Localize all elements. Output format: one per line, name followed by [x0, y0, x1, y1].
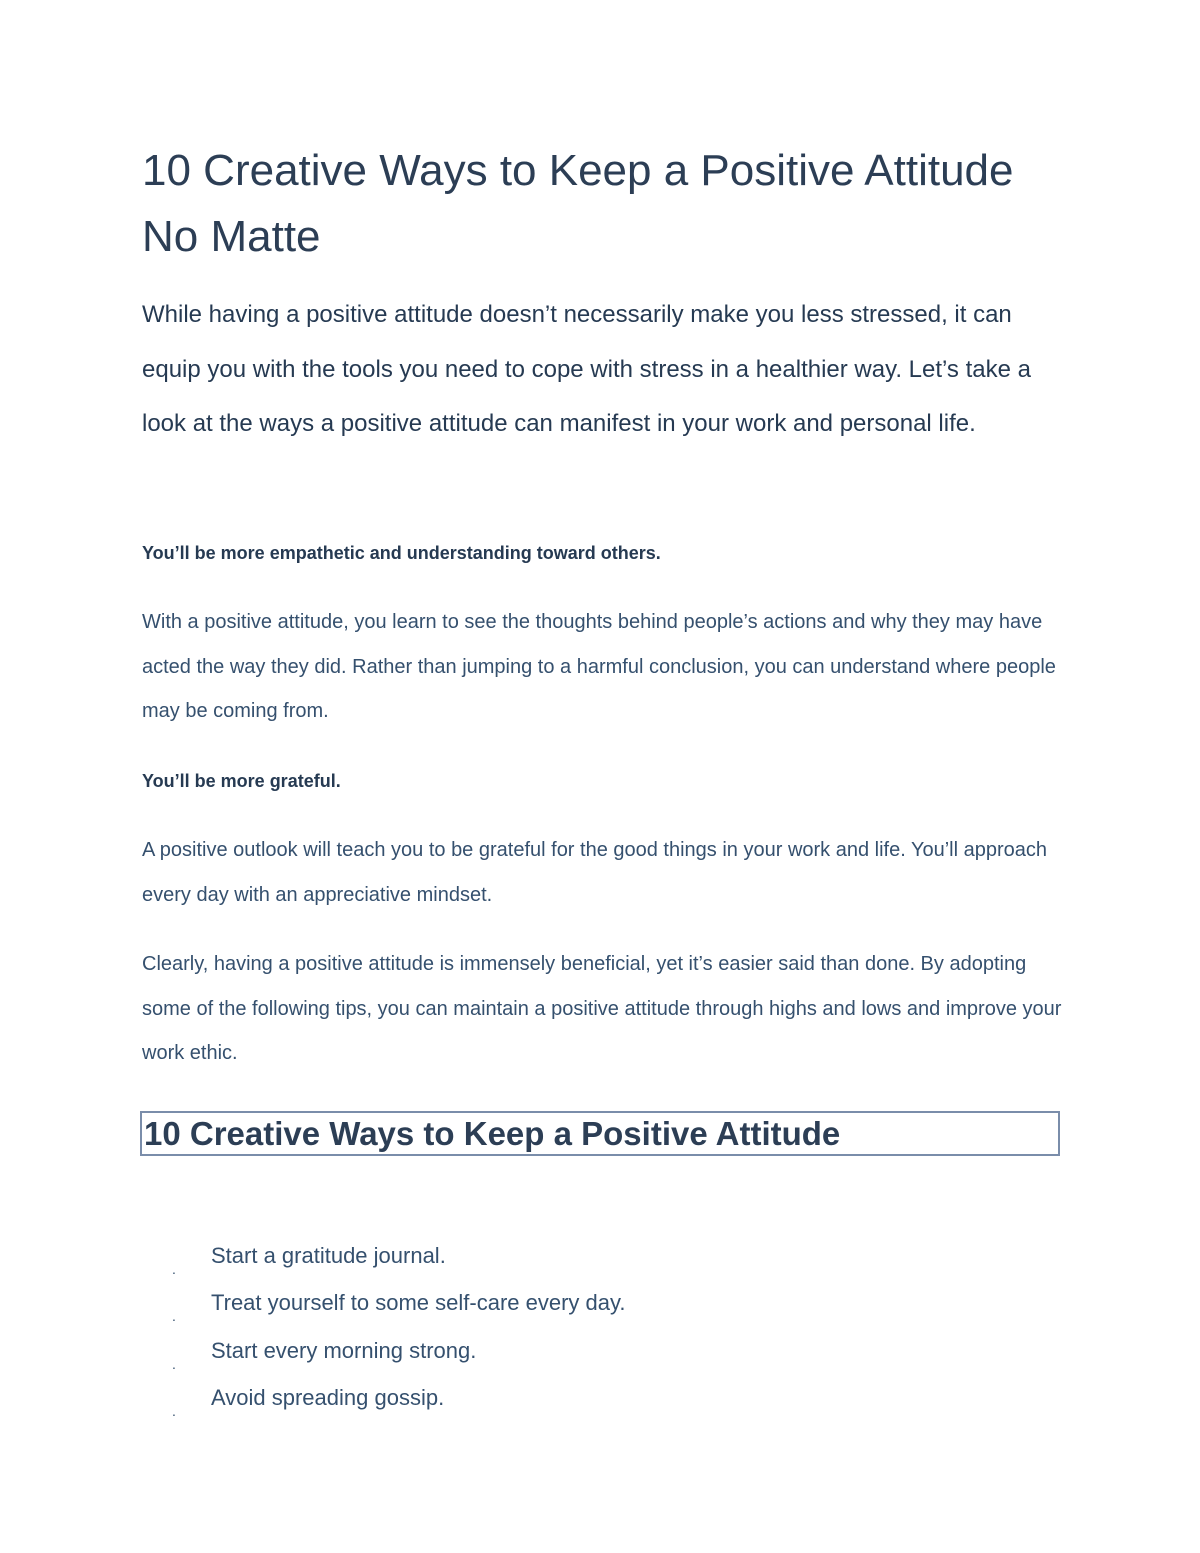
bullet-icon: .: [172, 1308, 176, 1325]
section-body-empathy: With a positive attitude, you learn to see the thoughts behind people’s actions and why they may have acted the way they did. Rather than jumping to a harmful conclusion, you can understand where people may be coming from.: [142, 611, 1056, 722]
list-heading: 10 Creative Ways to Keep a Positive Attitude: [144, 1115, 841, 1152]
tip-text: Start a gratitude journal.: [211, 1243, 446, 1268]
tip-text: Treat yourself to some self-care every day.: [211, 1290, 626, 1316]
section-heading-grateful: You’ll be more grateful.: [142, 771, 341, 791]
section-heading-empathy: You’ll be more empathetic and understanding toward others.: [142, 543, 661, 563]
document-title: 10 Creative Ways to Keep a Positive Attitude No Matte: [142, 146, 1014, 261]
bullet-icon: .: [172, 1355, 176, 1372]
closing-paragraph: Clearly, having a positive attitude is immensely beneficial, yet it’s easier said than done. By adopting some of the following tips, you can maintain a positive attitude through highs and lows and improve your work ethic.: [142, 953, 1062, 1064]
bullet-icon: .: [172, 1402, 176, 1419]
tip-text: Start every morning strong.: [211, 1337, 477, 1363]
bullet-icon: .: [172, 1261, 176, 1277]
tip-text: Avoid spreading gossip.: [211, 1384, 445, 1410]
intro-paragraph: While having a positive attitude doesn’t necessarily make you less stressed, it can equip you with the tools you need to cope with stress in a healthier way. Let’s take a look at the ways a positive attitude can manifest in your work and personal life.: [142, 301, 1031, 437]
list-heading-box: [140, 1111, 1060, 1156]
section-body-grateful: A positive outlook will teach you to be grateful for the good things in your work and life. You’ll approach every day with an appreciative mindset.: [142, 839, 1048, 906]
